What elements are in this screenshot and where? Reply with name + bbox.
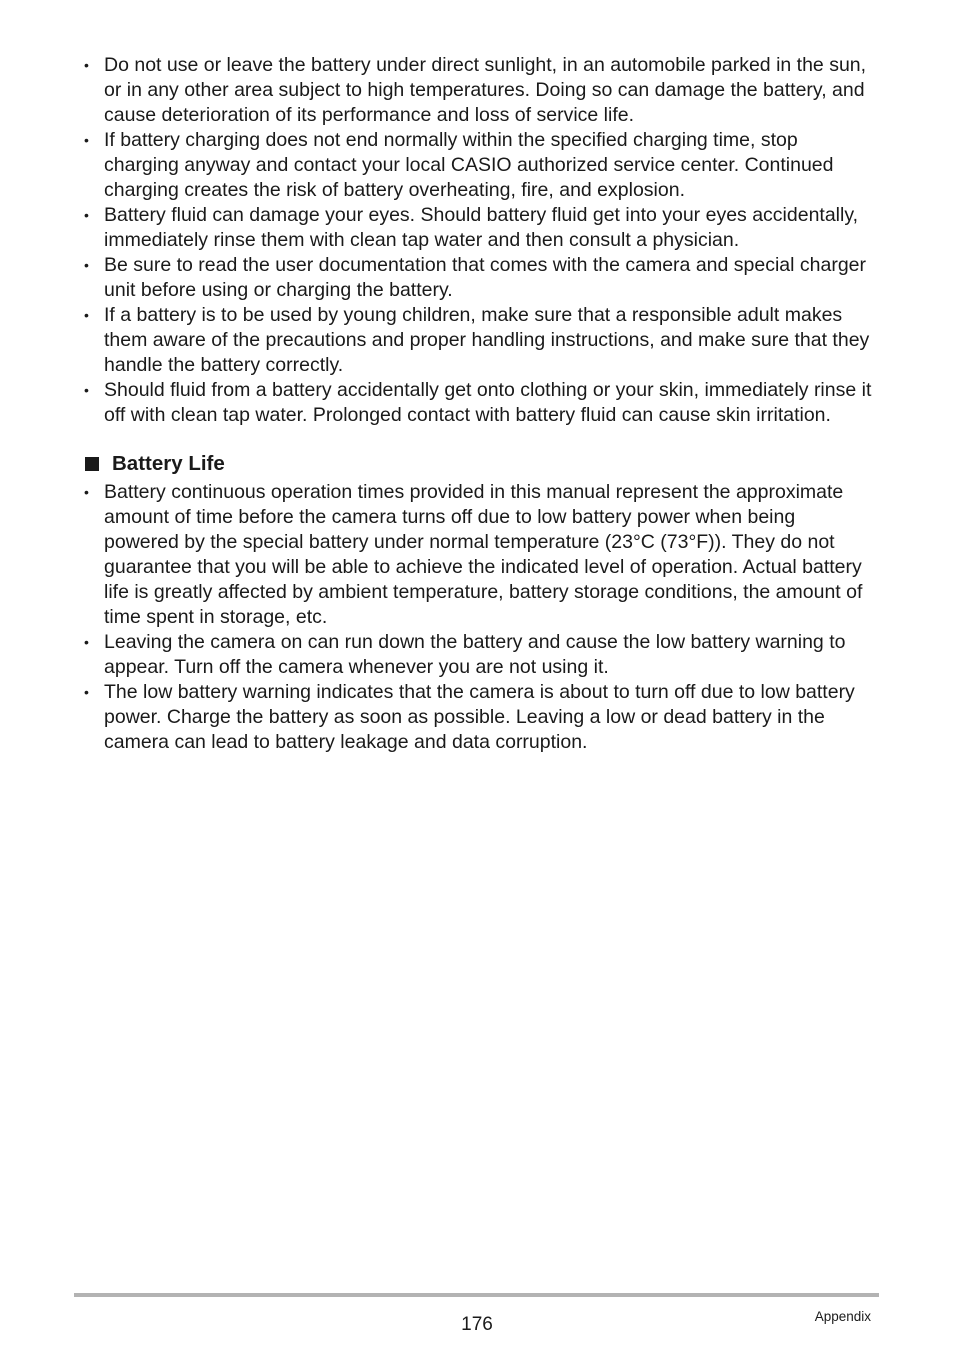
list-item-text: Battery continuous operation times provided in this manual represent the approximate amount of time before the camera turns off due to low battery power when being powered by the special battery under normal temperature (23°C (73°F)). They do not guarantee that you will be able to achieve the indicated level of operation. Actual battery life is greatly affected by ambient temperature, battery storage conditions, the amount of time spent in storage, etc. [104,481,863,628]
page-number: 176 [461,1314,493,1335]
list-item [84,203,874,253]
list-item [84,128,874,203]
list-item-text: Leaving the camera on can run down the battery and cause the low battery warning to appear. Turn off the camera whenever you are not using it. [104,631,846,678]
list-item-text: The low battery warning indicates that the camera is about to turn off due to low battery power. Charge the battery as soon as possible. Leaving a low or dead battery in the camera can lead to battery leakage and data corruption. [104,681,855,753]
list-item [84,480,874,630]
list-item-text: If battery charging does not end normally within the specified charging time, stop charging anyway and contact your local CASIO authorized service center. Continued charging creates the risk of battery overheating, fire, and explosion. [104,129,834,201]
footer-section-label: Appendix [814,1309,871,1324]
bullet-icon: • [84,132,89,148]
bullet-icon: • [84,307,89,323]
list-item-text: Do not use or leave the battery under direct sunlight, in an automobile parked in the sun, or in any other area subject to high temperatures. Doing so can damage the battery, and cause deterioration of its performance and loss of service life. [104,54,867,126]
section-heading-text: Battery Life [112,452,225,475]
bullet-icon: • [84,634,89,650]
list-item [84,630,874,680]
list-item [84,303,874,378]
list-item [84,53,874,128]
list-item [84,378,874,428]
section-heading-battery-life [84,450,874,478]
list-item-text: Battery fluid can damage your eyes. Should battery fluid get into your eyes accidentally, immediately rinse them with clean tap water and then consult a physician. [104,204,859,251]
bullet-icon: • [84,257,89,273]
list-item-text: Be sure to read the user documentation that comes with the camera and special charger unit before using or charging the battery. [104,254,867,301]
battery-life-list [84,480,874,755]
battery-precautions-list [84,53,874,428]
list-item-text: If a battery is to be used by young children, make sure that a responsible adult makes them aware of the precautions and proper handling instructions, and make sure that they handle the battery correctly. [104,304,870,376]
bullet-icon: • [84,684,89,700]
list-item-text: Should fluid from a battery accidentally get onto clothing or your skin, immediately rinse it off with clean tap water. Prolonged contact with battery fluid can cause skin irritation. [104,379,872,426]
bullet-icon: • [84,57,89,73]
footer-divider [74,1293,879,1297]
page-content [84,53,874,755]
bullet-icon: • [84,207,89,223]
list-item [84,680,874,755]
bullet-icon: • [84,484,89,500]
bullet-icon: • [84,382,89,398]
list-item [84,253,874,303]
square-bullet-icon [85,457,99,471]
